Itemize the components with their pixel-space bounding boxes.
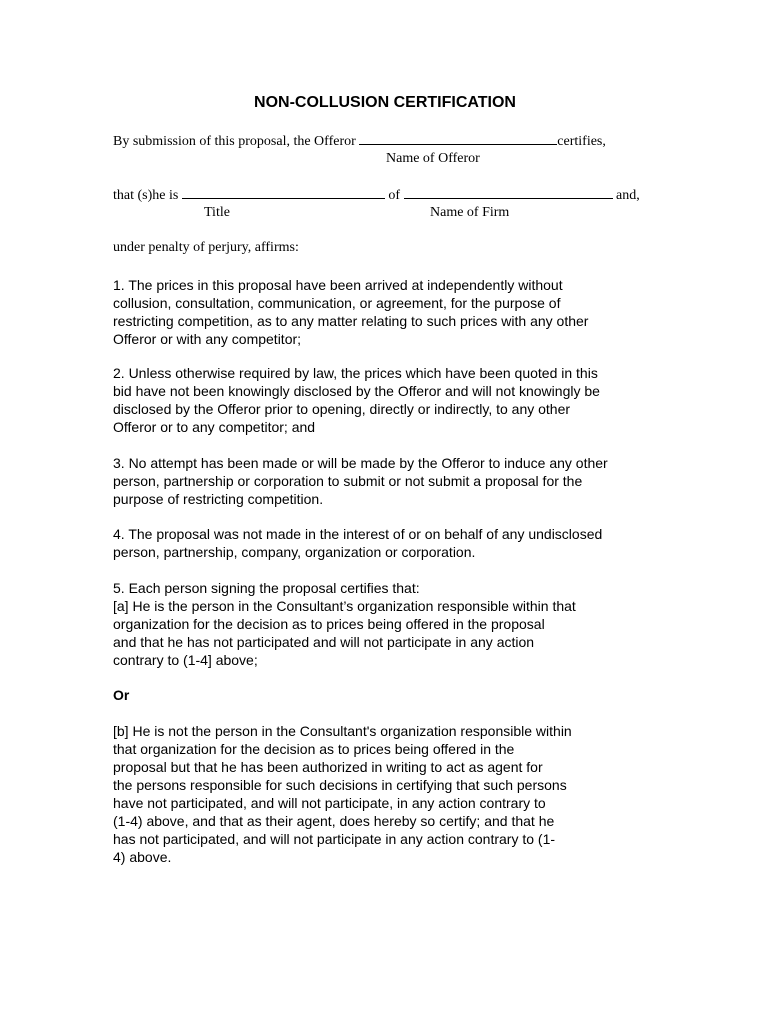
clause-1-line: collusion, consultation, communication, or agreement, for the purpose of [113,295,561,311]
clause-4-line: 4. The proposal was not made in the interest of or on behalf of any undisclosed [113,526,603,542]
clause-b-line: that organization for the decision as to prices being offered in the [113,741,515,757]
clause-3-line: person, partnership or corporation to submit or not submit a proposal for the [113,473,583,489]
clause-2 [113,364,673,436]
clause-5-line: [a] He is the person in the Consultant’s organization responsible within that [113,598,576,614]
clause-b-line: proposal but that he has been authorized in writing to act as agent for [113,759,543,775]
clause-b-line: have not participated, and will not participate, in any action contrary to [113,795,546,811]
affirm-line: under penalty of perjury, affirms: [113,240,299,255]
clause-1-line: Offeror or with any competitor; [113,331,302,347]
title-firm-line-lead: that (s)he is [113,188,182,203]
title-caption: Title [204,205,230,220]
clause-b-line: the persons responsible for such decisions in certifying that such persons [113,777,567,793]
clause-3-line: purpose of restricting competition. [113,491,324,507]
clause-b-line: has not participated, and will not participate in any action contrary to (1- [113,831,556,847]
offeror-name-blank[interactable] [359,133,557,145]
clause-2-line: 2. Unless otherwise required by law, the prices which have been quoted in this [113,365,598,381]
title-firm-line [113,187,640,204]
clause-1-line: 1. The prices in this proposal have been arrived at independently without [113,277,563,293]
clause-3-line: 3. No attempt has been made or will be made by the Offeror to induce any other [113,455,608,471]
clause-2-line: bid have not been knowingly disclosed by the Offeror and will not knowingly be [113,383,600,399]
clause-4 [113,525,673,561]
clause-1-line: restricting competition, as to any matter relating to such prices with any other [113,313,589,329]
clause-4-line: person, partnership, company, organization or corporation. [113,544,476,560]
clause-2-line: disclosed by the Offeror prior to opening, directly or indirectly, to any other [113,401,571,417]
clause-1 [113,276,673,348]
or-separator: Or [113,687,130,703]
clause-5 [113,579,673,669]
clause-5-line: organization for the decision as to prices being offered in the proposal [113,616,545,632]
title-blank[interactable] [182,187,385,199]
offeror-line-lead: By submission of this proposal, the Offeror [113,134,360,149]
title-firm-line-tail: and, [612,188,640,203]
clause-3 [113,454,673,508]
firm-caption: Name of Firm [430,205,510,220]
clause-b [113,722,673,866]
firm-blank[interactable] [404,187,613,199]
offeror-line-tail: certifies, [557,134,606,149]
clause-b-line: 4) above. [113,849,172,865]
clause-5-line: and that he has not participated and will not participate in any action [113,634,535,650]
title-firm-line-of: of [384,188,404,203]
clause-5-line: contrary to (1-4] above; [113,652,258,668]
clause-5-line: 5. Each person signing the proposal certifies that: [113,580,420,596]
offeror-line [113,133,606,150]
clause-b-line: [b] He is not the person in the Consultant's organization responsible within [113,723,572,739]
clause-b-line: (1-4) above, and that as their agent, does hereby so certify; and that he [113,813,555,829]
document-title: NON-COLLUSION CERTIFICATION [254,94,516,111]
offeror-name-caption: Name of Offeror [386,151,480,166]
clause-2-line: Offeror or to any competitor; and [113,419,316,435]
